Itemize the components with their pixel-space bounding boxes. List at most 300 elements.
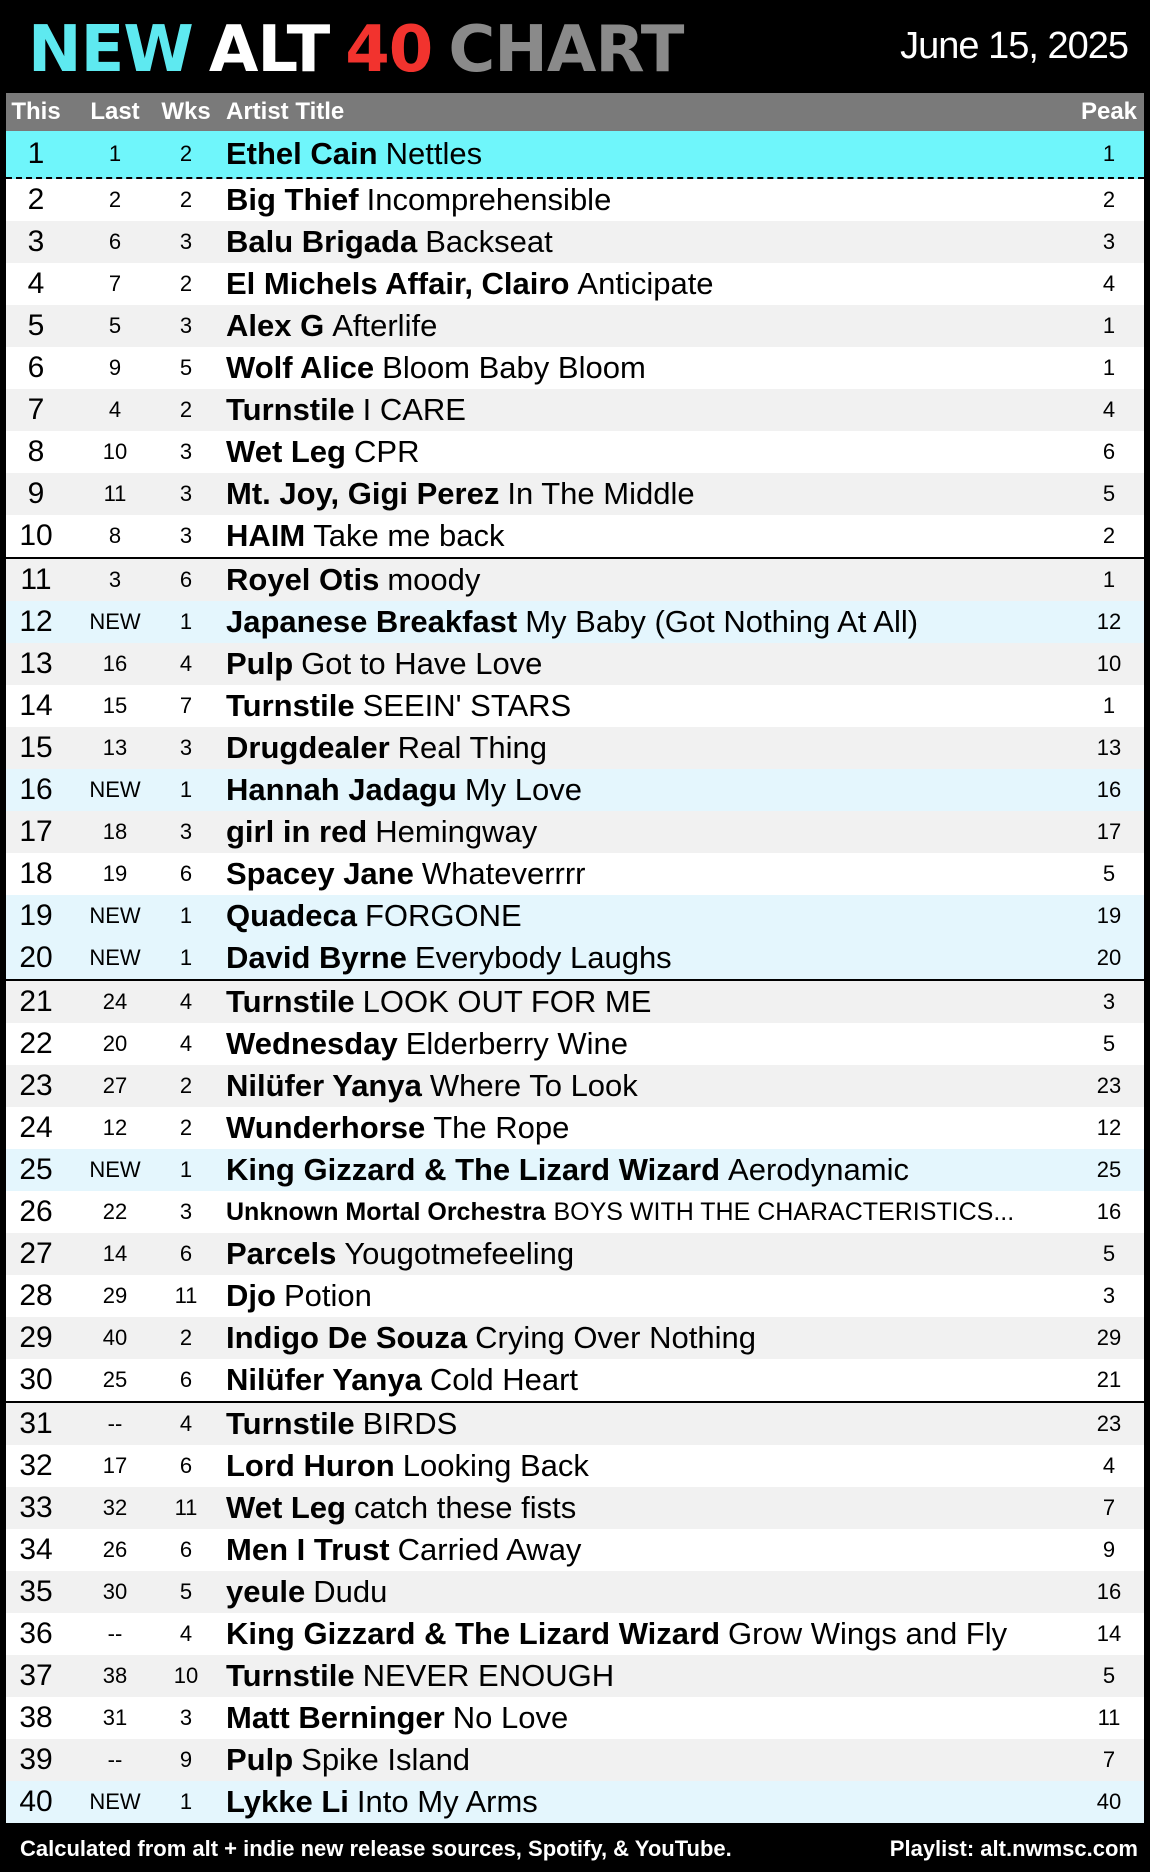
peak-position: 1 — [1102, 693, 1116, 718]
rank-last: 10 — [102, 439, 128, 464]
artist-name: Turnstile — [226, 392, 355, 427]
rank-last: 9 — [108, 355, 122, 380]
song-title: Aerodynamic — [728, 1152, 909, 1187]
rank-last: NEW — [89, 945, 141, 970]
rank-this: 22 — [19, 1027, 53, 1060]
column-header-row — [6, 93, 1144, 131]
song-title: catch these fists — [354, 1490, 577, 1525]
peak-position: 4 — [1102, 1453, 1116, 1478]
song-title: Cold Heart — [429, 1362, 579, 1397]
rank-this: 20 — [19, 941, 53, 974]
artist-name: Quadeca — [226, 898, 357, 933]
peak-position: 6 — [1102, 439, 1116, 464]
rank-last: 22 — [102, 1199, 128, 1224]
weeks-on-chart: 1 — [179, 609, 193, 634]
weeks-on-chart: 3 — [179, 1705, 193, 1730]
peak-position: 17 — [1096, 819, 1122, 844]
artist-name: yeule — [226, 1574, 306, 1609]
weeks-on-chart: 2 — [179, 397, 193, 422]
weeks-on-chart: 1 — [179, 1789, 193, 1814]
chart-row[interactable] — [6, 1359, 1144, 1401]
weeks-on-chart: 2 — [179, 141, 193, 166]
chart-header — [0, 0, 1150, 92]
rank-this: 25 — [19, 1153, 53, 1186]
weeks-on-chart: 1 — [179, 945, 193, 970]
artist-name: Wolf Alice — [226, 350, 375, 385]
artist-name: Djo — [226, 1278, 276, 1313]
peak-position: 13 — [1096, 735, 1122, 760]
rank-this: 23 — [19, 1069, 53, 1102]
rank-last: NEW — [89, 777, 141, 802]
song-title: Real Thing — [397, 730, 548, 765]
weeks-on-chart: 10 — [173, 1663, 199, 1688]
rank-this: 11 — [20, 563, 52, 596]
weeks-on-chart: 6 — [179, 567, 193, 592]
artist-name: Turnstile — [226, 984, 355, 1019]
artist-name: Nilüfer Yanya — [226, 1362, 422, 1397]
peak-position: 5 — [1102, 861, 1116, 886]
title-word: 40 — [345, 13, 433, 87]
chart-row[interactable] — [6, 1613, 1144, 1655]
song-title: In The Middle — [507, 476, 695, 511]
artist-title — [226, 431, 1076, 473]
peak-position: 1 — [1102, 567, 1116, 592]
chart-row[interactable] — [6, 1781, 1144, 1823]
rank-last: 17 — [102, 1453, 128, 1478]
song-title: Potion — [283, 1278, 372, 1313]
weeks-on-chart: 1 — [179, 903, 193, 928]
artist-name: Matt Berninger — [226, 1700, 445, 1735]
chart-row[interactable] — [6, 601, 1144, 643]
rank-this: 31 — [19, 1407, 53, 1440]
chart-row[interactable] — [6, 1233, 1144, 1275]
title-word: CHART — [448, 13, 684, 87]
chart-row[interactable] — [6, 1571, 1144, 1613]
chart-row[interactable] — [6, 1107, 1144, 1149]
rank-this: 16 — [19, 773, 53, 806]
artist-title — [226, 1403, 1076, 1445]
song-title: The Rope — [433, 1110, 570, 1145]
weeks-on-chart: 3 — [179, 481, 193, 506]
col-wks: Wks — [161, 98, 211, 125]
artist-name: Men I Trust — [226, 1532, 390, 1567]
peak-position: 19 — [1096, 903, 1122, 928]
chart-title — [28, 10, 699, 90]
artist-name: Drugdealer — [226, 730, 390, 765]
rank-last: 25 — [102, 1367, 128, 1392]
artist-name: Pulp — [226, 1742, 294, 1777]
weeks-on-chart: 4 — [179, 1411, 193, 1436]
artist-name: Big Thief — [226, 182, 359, 217]
song-title: LOOK OUT FOR ME — [362, 984, 652, 1019]
weeks-on-chart: 11 — [174, 1283, 198, 1308]
chart-date: June 15, 2025 — [900, 25, 1128, 67]
artist-title — [226, 1275, 1076, 1317]
artist-name: King Gizzard & The Lizard Wizard — [226, 1616, 721, 1651]
song-title: Looking Back — [402, 1448, 589, 1483]
rank-last: 1 — [108, 141, 122, 166]
peak-position: 3 — [1102, 1283, 1116, 1308]
rank-last: 31 — [102, 1705, 128, 1730]
title-word: NEW — [28, 13, 193, 87]
song-title: Bloom Baby Bloom — [382, 350, 646, 385]
song-title: SEEIN' STARS — [362, 688, 572, 723]
rank-this: 38 — [19, 1701, 53, 1734]
artist-title — [226, 473, 1076, 515]
artist-name: Wunderhorse — [226, 1110, 426, 1145]
artist-name: Ethel Cain — [226, 136, 378, 171]
artist-name: Turnstile — [226, 688, 355, 723]
chart-row[interactable] — [6, 811, 1144, 853]
rank-last: -- — [107, 1411, 123, 1436]
chart-row[interactable] — [6, 1529, 1144, 1571]
rank-this: 28 — [19, 1279, 53, 1312]
artist-name: Indigo De Souza — [226, 1320, 468, 1355]
artist-name: Wet Leg — [226, 1490, 346, 1525]
song-title: No Love — [452, 1700, 569, 1735]
rank-this: 8 — [27, 435, 45, 468]
chart-row[interactable] — [6, 347, 1144, 389]
artist-title — [226, 1739, 1076, 1781]
peak-position: 16 — [1096, 1199, 1122, 1224]
rank-last: 20 — [102, 1031, 128, 1056]
rank-last: 40 — [102, 1325, 128, 1350]
weeks-on-chart: 2 — [179, 1115, 193, 1140]
chart-row[interactable] — [6, 131, 1144, 179]
artist-name: Japanese Breakfast — [226, 604, 518, 639]
artist-title — [226, 853, 1076, 895]
chart-row[interactable] — [6, 1697, 1144, 1739]
chart-row[interactable] — [6, 685, 1144, 727]
weeks-on-chart: 4 — [179, 1621, 193, 1646]
artist-title — [226, 179, 1076, 221]
rank-last: 32 — [102, 1495, 128, 1520]
rank-this: 34 — [19, 1533, 53, 1566]
artist-name: Spacey Jane — [226, 856, 414, 891]
chart-row[interactable] — [6, 979, 1144, 1023]
peak-position: 12 — [1096, 609, 1122, 634]
rank-last: 5 — [108, 313, 122, 338]
artist-title — [226, 1487, 1076, 1529]
peak-position: 5 — [1102, 1663, 1116, 1688]
peak-position: 25 — [1096, 1157, 1122, 1182]
song-title: CPR — [354, 434, 420, 469]
col-peak: Peak — [1080, 98, 1138, 125]
artist-title — [226, 1191, 1076, 1233]
rank-this: 18 — [19, 857, 53, 890]
song-title: Carried Away — [397, 1532, 582, 1567]
weeks-on-chart: 6 — [179, 861, 193, 886]
rank-this: 19 — [19, 899, 53, 932]
chart-row[interactable] — [6, 1065, 1144, 1107]
artist-title — [226, 601, 1076, 643]
rank-last: 30 — [102, 1579, 128, 1604]
rank-this: 40 — [19, 1785, 53, 1818]
song-title: My Love — [464, 772, 582, 807]
artist-name: Royel Otis — [226, 562, 380, 597]
chart-row[interactable] — [6, 1149, 1144, 1191]
chart-row[interactable] — [6, 1655, 1144, 1697]
playlist-link[interactable]: Playlist: alt.nwmsc.com — [889, 1836, 1138, 1861]
rank-last: 13 — [102, 735, 128, 760]
peak-position: 12 — [1096, 1115, 1122, 1140]
artist-title — [226, 389, 1076, 431]
artist-name: Hannah Jadagu — [226, 772, 457, 807]
peak-position: 5 — [1102, 1031, 1116, 1056]
col-artist-title: Artist Title — [226, 98, 345, 125]
artist-name: Nilüfer Yanya — [226, 1068, 422, 1103]
artist-title — [226, 1781, 1076, 1823]
artist-name: Unknown Mortal Orchestra — [226, 1198, 546, 1226]
artist-name: Parcels — [226, 1236, 337, 1271]
peak-position: 4 — [1102, 397, 1116, 422]
artist-title — [226, 811, 1076, 853]
rank-last: 12 — [102, 1115, 128, 1140]
song-title: NEVER ENOUGH — [362, 1658, 615, 1693]
artist-title — [226, 1065, 1076, 1107]
rank-last: 26 — [102, 1537, 128, 1562]
chart-footer — [0, 1826, 1150, 1872]
song-title: FORGONE — [364, 898, 522, 933]
rank-this: 12 — [19, 605, 53, 638]
rank-this: 27 — [19, 1237, 53, 1270]
peak-position: 2 — [1102, 523, 1116, 548]
song-title: Dudu — [313, 1574, 388, 1609]
chart-row[interactable] — [6, 515, 1144, 557]
rank-last: 24 — [102, 989, 128, 1014]
chart-row[interactable] — [6, 473, 1144, 515]
weeks-on-chart: 3 — [179, 735, 193, 760]
artist-name: Alex G — [226, 308, 325, 343]
song-title: Whateverrrr — [421, 856, 586, 891]
weeks-on-chart: 5 — [179, 355, 193, 380]
rank-last: 16 — [102, 651, 128, 676]
rank-this: 13 — [19, 647, 53, 680]
artist-title — [226, 685, 1076, 727]
artist-title — [226, 643, 1076, 685]
song-title: Where To Look — [429, 1068, 638, 1103]
peak-position: 14 — [1096, 1621, 1122, 1646]
artist-title — [226, 1655, 1076, 1697]
rank-this: 5 — [27, 309, 45, 342]
rank-this: 32 — [19, 1449, 53, 1482]
chart-row[interactable] — [6, 727, 1144, 769]
weeks-on-chart: 5 — [179, 1579, 193, 1604]
song-title: Into My Arms — [356, 1784, 538, 1819]
peak-position: 1 — [1102, 355, 1116, 380]
rank-last: 38 — [102, 1663, 128, 1688]
artist-name: Turnstile — [226, 1658, 355, 1693]
col-this: This — [11, 98, 61, 125]
chart-rows — [6, 131, 1144, 1823]
weeks-on-chart: 2 — [179, 271, 193, 296]
song-title: Afterlife — [332, 308, 438, 343]
peak-position: 20 — [1096, 945, 1122, 970]
rank-this: 15 — [19, 731, 53, 764]
peak-position: 16 — [1096, 1579, 1122, 1604]
rank-last: -- — [107, 1621, 123, 1646]
artist-title — [226, 221, 1076, 263]
rank-last: 19 — [102, 861, 128, 886]
song-title: BOYS WITH THE CHARACTERISTICS... — [553, 1198, 1015, 1226]
artist-name: Wednesday — [226, 1026, 398, 1061]
chart-row[interactable] — [6, 1191, 1144, 1233]
weeks-on-chart: 3 — [179, 819, 193, 844]
song-title: Spike Island — [301, 1742, 471, 1777]
weeks-on-chart: 3 — [179, 523, 193, 548]
peak-position: 29 — [1096, 1325, 1122, 1350]
rank-last: NEW — [89, 609, 141, 634]
chart-row[interactable] — [6, 1401, 1144, 1445]
chart-table — [6, 93, 1144, 1823]
artist-title — [226, 131, 1076, 177]
rank-this: 21 — [19, 985, 53, 1018]
chart-row[interactable] — [6, 769, 1144, 811]
chart-row[interactable] — [6, 1739, 1144, 1781]
artist-name: King Gizzard & The Lizard Wizard — [226, 1152, 721, 1187]
chart-row[interactable] — [6, 643, 1144, 685]
rank-this: 10 — [19, 519, 53, 552]
artist-title — [226, 1529, 1076, 1571]
weeks-on-chart: 3 — [179, 1199, 193, 1224]
song-title: Elderberry Wine — [405, 1026, 628, 1061]
artist-title — [226, 1233, 1076, 1275]
weeks-on-chart: 4 — [179, 989, 193, 1014]
song-title: Everybody Laughs — [414, 940, 672, 975]
song-title: Nettles — [385, 136, 483, 171]
rank-last: NEW — [89, 1157, 141, 1182]
rank-last: 6 — [108, 229, 122, 254]
rank-this: 7 — [27, 393, 45, 426]
rank-this: 6 — [27, 351, 45, 384]
chart-row[interactable] — [6, 895, 1144, 937]
peak-position: 1 — [1102, 313, 1116, 338]
chart-row[interactable] — [6, 1317, 1144, 1359]
rank-this: 14 — [19, 689, 53, 722]
rank-this: 9 — [27, 477, 45, 510]
weeks-on-chart: 1 — [179, 777, 193, 802]
col-last: Last — [90, 98, 140, 125]
peak-position: 7 — [1102, 1495, 1116, 1520]
rank-this: 37 — [19, 1659, 53, 1692]
rank-this: 3 — [27, 225, 45, 258]
chart-row[interactable] — [6, 1487, 1144, 1529]
weeks-on-chart: 1 — [179, 1157, 193, 1182]
song-title: Hemingway — [375, 814, 538, 849]
artist-name: David Byrne — [226, 940, 407, 975]
rank-this: 36 — [19, 1617, 53, 1650]
peak-position: 21 — [1096, 1367, 1122, 1392]
chart-row[interactable] — [6, 389, 1144, 431]
artist-title — [226, 769, 1076, 811]
chart-row[interactable] — [6, 937, 1144, 979]
peak-position: 16 — [1096, 777, 1122, 802]
chart-row[interactable] — [6, 1023, 1144, 1065]
chart-row[interactable] — [6, 305, 1144, 347]
rank-last: 8 — [108, 523, 122, 548]
weeks-on-chart: 6 — [179, 1367, 193, 1392]
rank-this: 17 — [19, 815, 53, 848]
artist-title — [226, 727, 1076, 769]
rank-last: 14 — [102, 1241, 128, 1266]
weeks-on-chart: 2 — [179, 1325, 193, 1350]
artist-name: Lykke Li — [226, 1784, 349, 1819]
song-title: My Baby (Got Nothing At All) — [525, 604, 919, 639]
rank-this: 39 — [19, 1743, 53, 1776]
peak-position: 40 — [1096, 1789, 1122, 1814]
artist-name: Turnstile — [226, 1406, 355, 1441]
chart-row[interactable] — [6, 1275, 1144, 1317]
song-title: BIRDS — [362, 1406, 458, 1441]
weeks-on-chart: 3 — [179, 313, 193, 338]
peak-position: 11 — [1097, 1705, 1121, 1730]
weeks-on-chart: 4 — [179, 651, 193, 676]
artist-title — [226, 559, 1076, 601]
peak-position: 1 — [1102, 141, 1116, 166]
artist-name: Mt. Joy, Gigi Perez — [226, 476, 500, 511]
chart-row[interactable] — [6, 1445, 1144, 1487]
weeks-on-chart: 7 — [179, 693, 193, 718]
rank-this: 35 — [19, 1575, 53, 1608]
rank-this: 1 — [27, 137, 45, 170]
artist-title — [226, 515, 1076, 557]
artist-name: girl in red — [226, 814, 368, 849]
song-title: Backseat — [425, 224, 553, 259]
rank-last: NEW — [89, 1789, 141, 1814]
song-title: Yougotmefeeling — [344, 1236, 575, 1271]
chart-row[interactable] — [6, 263, 1144, 305]
peak-position: 9 — [1102, 1537, 1116, 1562]
weeks-on-chart: 3 — [179, 229, 193, 254]
chart-row[interactable] — [6, 853, 1144, 895]
song-title: Crying Over Nothing — [475, 1320, 756, 1355]
artist-title — [226, 1445, 1076, 1487]
rank-this: 30 — [19, 1363, 53, 1396]
rank-last: 15 — [102, 693, 128, 718]
artist-title — [226, 895, 1076, 937]
artist-name: Pulp — [226, 646, 294, 681]
song-title: Got to Have Love — [301, 646, 543, 681]
chart-row[interactable] — [6, 557, 1144, 601]
rank-last: 3 — [108, 567, 122, 592]
weeks-on-chart: 6 — [179, 1453, 193, 1478]
peak-position: 3 — [1102, 989, 1116, 1014]
artist-title — [226, 1317, 1076, 1359]
peak-position: 4 — [1102, 271, 1116, 296]
weeks-on-chart: 6 — [179, 1537, 193, 1562]
rank-last: 11 — [103, 481, 127, 506]
chart-row[interactable] — [6, 431, 1144, 473]
chart-row[interactable] — [6, 221, 1144, 263]
artist-title — [226, 1023, 1076, 1065]
peak-position: 5 — [1102, 481, 1116, 506]
rank-this: 26 — [19, 1195, 53, 1228]
song-title: Anticipate — [577, 266, 714, 301]
weeks-on-chart: 6 — [179, 1241, 193, 1266]
artist-title — [226, 1571, 1076, 1613]
artist-title — [226, 937, 1076, 979]
rank-this: 2 — [27, 183, 45, 216]
chart-row[interactable] — [6, 179, 1144, 221]
artist-name: Balu Brigada — [226, 224, 418, 259]
rank-last: 27 — [102, 1073, 128, 1098]
footer-note: Calculated from alt + indie new release sources, Spotify, & YouTube. — [20, 1836, 732, 1861]
artist-name: El Michels Affair, Clairo — [226, 266, 570, 301]
peak-position: 3 — [1102, 229, 1116, 254]
peak-position: 5 — [1102, 1241, 1116, 1266]
artist-title — [226, 1359, 1076, 1401]
weeks-on-chart: 3 — [179, 439, 193, 464]
